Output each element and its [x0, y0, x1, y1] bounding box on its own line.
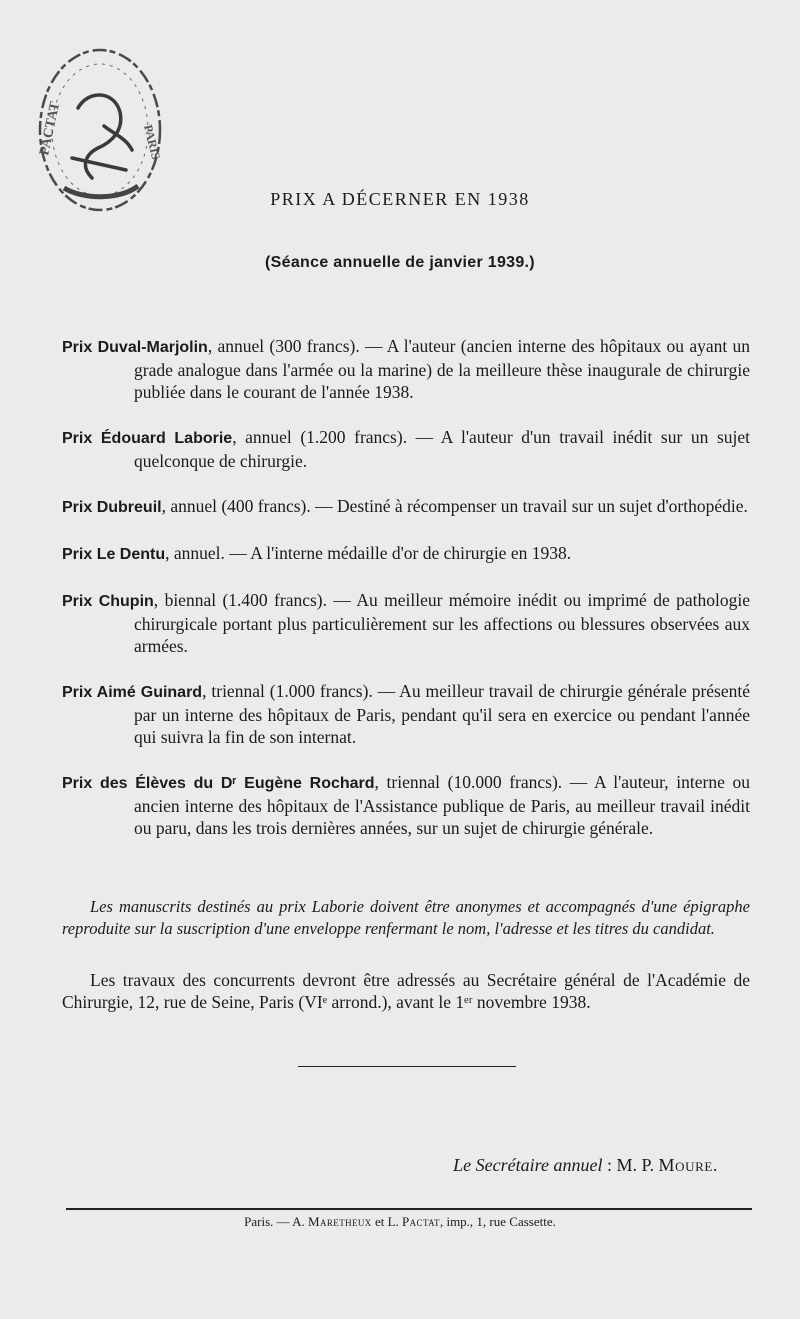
- prize-entry-guinard: [62, 680, 750, 748]
- page-title: PRIX A DÉCERNER EN 1938: [270, 189, 530, 209]
- prize-list: [62, 335, 750, 839]
- prize-name: Prix Aimé Guinard: [62, 684, 203, 701]
- prize-description: , triennal (10.000 francs). — A l'auteur, interne ou ancien interne des hôpitaux de l'Assistance publique de Paris, au meilleur travail inédit ou paru, dans les trois dernières années, sur un sujet de chirurgie générale.: [134, 772, 751, 838]
- prize-entry-laborie: [62, 426, 750, 472]
- divider: [298, 1066, 516, 1067]
- prize-name: Prix Duval-Marjolin: [62, 339, 208, 356]
- prize-description: , triennal (1.000 francs). — Au meilleur travail de chirurgie générale présenté par un interne des hôpitaux de Paris, pendant qu'il sera en exercice ou pendant l'année qui suivra la fin de son internat.: [134, 681, 751, 747]
- imprint-middle: et L.: [371, 1214, 403, 1229]
- footer-divider: [66, 1208, 752, 1210]
- prize-description: , annuel. — A l'interne médaille d'or de chirurgie en 1938.: [165, 543, 572, 563]
- signature-separator: :: [602, 1155, 617, 1175]
- prize-description: , annuel (1.200 francs). — A l'auteur d'un travail inédit sur un sujet quelconque de chirurgie.: [134, 427, 750, 471]
- prize-name: Prix Dubreuil: [62, 499, 162, 516]
- prize-entry-duval-marjolin: [62, 335, 750, 403]
- prize-entry-le-dentu: [62, 542, 750, 566]
- imprint-printer-name-1: Maretheux: [308, 1214, 372, 1229]
- signature: [453, 1155, 718, 1176]
- prize-entry-chupin: [62, 589, 750, 657]
- printer-imprint: [0, 1214, 800, 1230]
- prize-description: , biennal (1.400 francs). — Au meilleur mémoire inédit ou imprimé de pathologie chirurgicale portant plus particulièrement sur les affections ou blessures observées aux armées.: [134, 590, 750, 656]
- prize-name: Prix Chupin: [62, 593, 154, 610]
- imprint-printer-name-2: Pactat: [402, 1214, 440, 1229]
- submission-instructions: Les travaux des concurrents devront être adressés au Secrétaire général de l'Académie de Chirurgie, 12, rue de Seine, Paris (VIᵉ arrond.), avant le 1ᵉʳ novembre 1938.: [62, 970, 750, 1012]
- prize-entry-rochard: [62, 771, 750, 839]
- prize-description: , annuel (300 francs). — A l'auteur (ancien interne des hôpitaux ou ayant un grade analogue dans l'armée ou la marine) de la meilleure thèse inaugurale de chirurgie publiée dans le courant de l'année 1938.: [134, 336, 750, 402]
- prize-entry-dubreuil: [62, 495, 750, 519]
- imprint-suffix: , imp., 1, rue Cassette.: [439, 1214, 556, 1229]
- signature-name: Moure.: [658, 1155, 718, 1175]
- stamp-text-right: PARIS: [141, 123, 164, 161]
- session-subtitle: (Séance annuelle de janvier 1939.): [265, 254, 535, 271]
- prize-name: Prix Le Dentu: [62, 546, 166, 563]
- prize-description: , annuel (400 francs). — Destiné à récompenser un travail sur un sujet d'orthopédie.: [161, 496, 748, 516]
- printer-stamp-icon: [34, 38, 168, 214]
- manuscript-note: Les manuscrits destinés au prix Laborie doivent être anonymes et accompagnés d'une épigraphe reproduite sur la suscription d'une enveloppe renfermant le nom, l'adresse et les titres du candidat.: [62, 897, 750, 938]
- stamp-text-top: PACTAT: [37, 100, 64, 157]
- signature-role: Le Secrétaire annuel: [453, 1155, 603, 1175]
- prize-name: Prix des Élèves du Dʳ Eugène Rochard: [62, 775, 375, 792]
- prize-name: Prix Édouard Laborie: [62, 430, 233, 447]
- signature-name-prefix: M. P.: [616, 1155, 659, 1175]
- imprint-prefix: Paris. — A.: [244, 1214, 309, 1229]
